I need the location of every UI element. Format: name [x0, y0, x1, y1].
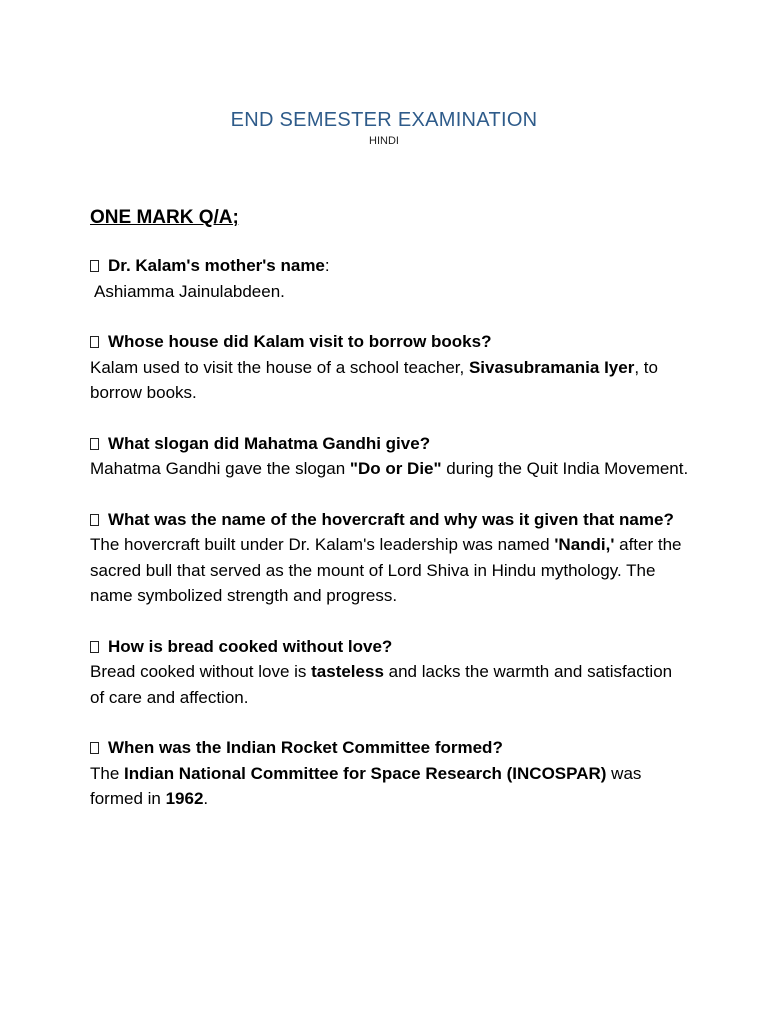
question-line [90, 431, 690, 457]
document-title: END SEMESTER EXAMINATION [230, 109, 538, 131]
answer-text [90, 532, 690, 609]
section-heading: ONE MARK Q/A; [90, 207, 239, 228]
question-text: Dr. Kalam's mother's name [108, 256, 325, 275]
answer-part: during the Quit India Movement. [441, 459, 689, 478]
answer-highlight: Indian National Committee for Space Research (INCOSPAR) [124, 763, 607, 783]
question-line [90, 329, 690, 355]
answer-highlight: tasteless [311, 662, 384, 681]
bullet-box-icon [90, 742, 99, 754]
answer-highlight: "Do or Die" [349, 459, 442, 478]
bullet-box-icon [90, 438, 99, 450]
answer-text [90, 456, 690, 482]
qa-item-gandhi-slogan [90, 431, 690, 482]
answer-part: Mahatma Gandhi gave the slogan [90, 459, 350, 478]
question-line [90, 634, 690, 660]
question-text: How is bread cooked without love? [108, 636, 393, 656]
question-text: When was the Indian Rocket Committee formed? [108, 738, 503, 757]
bullet-box-icon [90, 641, 99, 653]
qa-item-borrow-books [90, 329, 690, 406]
document-header [0, 107, 768, 148]
answer-part: after the sacred bull that served as the mount of Lord Shiva in Hindu mythology. The name symbolized strength and progress. [90, 535, 682, 605]
qa-item-bread [90, 634, 690, 711]
qa-item-hovercraft [90, 507, 690, 609]
question-text: Whose house did Kalam visit to borrow books? [108, 332, 492, 351]
answer-part: Bread cooked without love is [90, 662, 312, 681]
bullet-box-icon [90, 260, 99, 272]
bullet-box-icon [90, 514, 99, 526]
answer-text: Ashiamma Jainulabdeen. [94, 281, 285, 301]
answer-part: Kalam used to visit the house of a school teacher, [90, 357, 469, 377]
question-line [90, 507, 690, 533]
answer-part: was formed in [90, 763, 642, 808]
answer-part: The hovercraft built under Dr. Kalam's leadership was named [90, 535, 555, 554]
question-suffix: : [324, 256, 330, 275]
answer-text [90, 659, 690, 710]
answer-part: The [90, 763, 125, 783]
qa-item-rocket-committee [90, 735, 690, 812]
question-text: What was the name of the hovercraft and why was it given that name? [108, 509, 674, 529]
question-line [90, 253, 690, 279]
answer-part: . [203, 789, 209, 808]
answer-highlight: 1962 [165, 789, 204, 808]
answer-highlight: Sivasubramania Iyer [468, 357, 635, 377]
document-body [90, 205, 690, 837]
question-text: What slogan did Mahatma Gandhi give? [108, 433, 431, 453]
bullet-box-icon [90, 336, 99, 348]
answer-text [90, 355, 690, 406]
qa-item-mother-name [90, 253, 690, 304]
answer-part: and lacks the warmth and satisfaction of care and affection. [90, 662, 673, 707]
answer-highlight: 'Nandi,' [554, 535, 615, 554]
answer-part: , to borrow books. [90, 357, 658, 402]
question-line [90, 735, 690, 761]
answer-text [90, 761, 690, 812]
document-subtitle: HINDI [369, 135, 399, 147]
